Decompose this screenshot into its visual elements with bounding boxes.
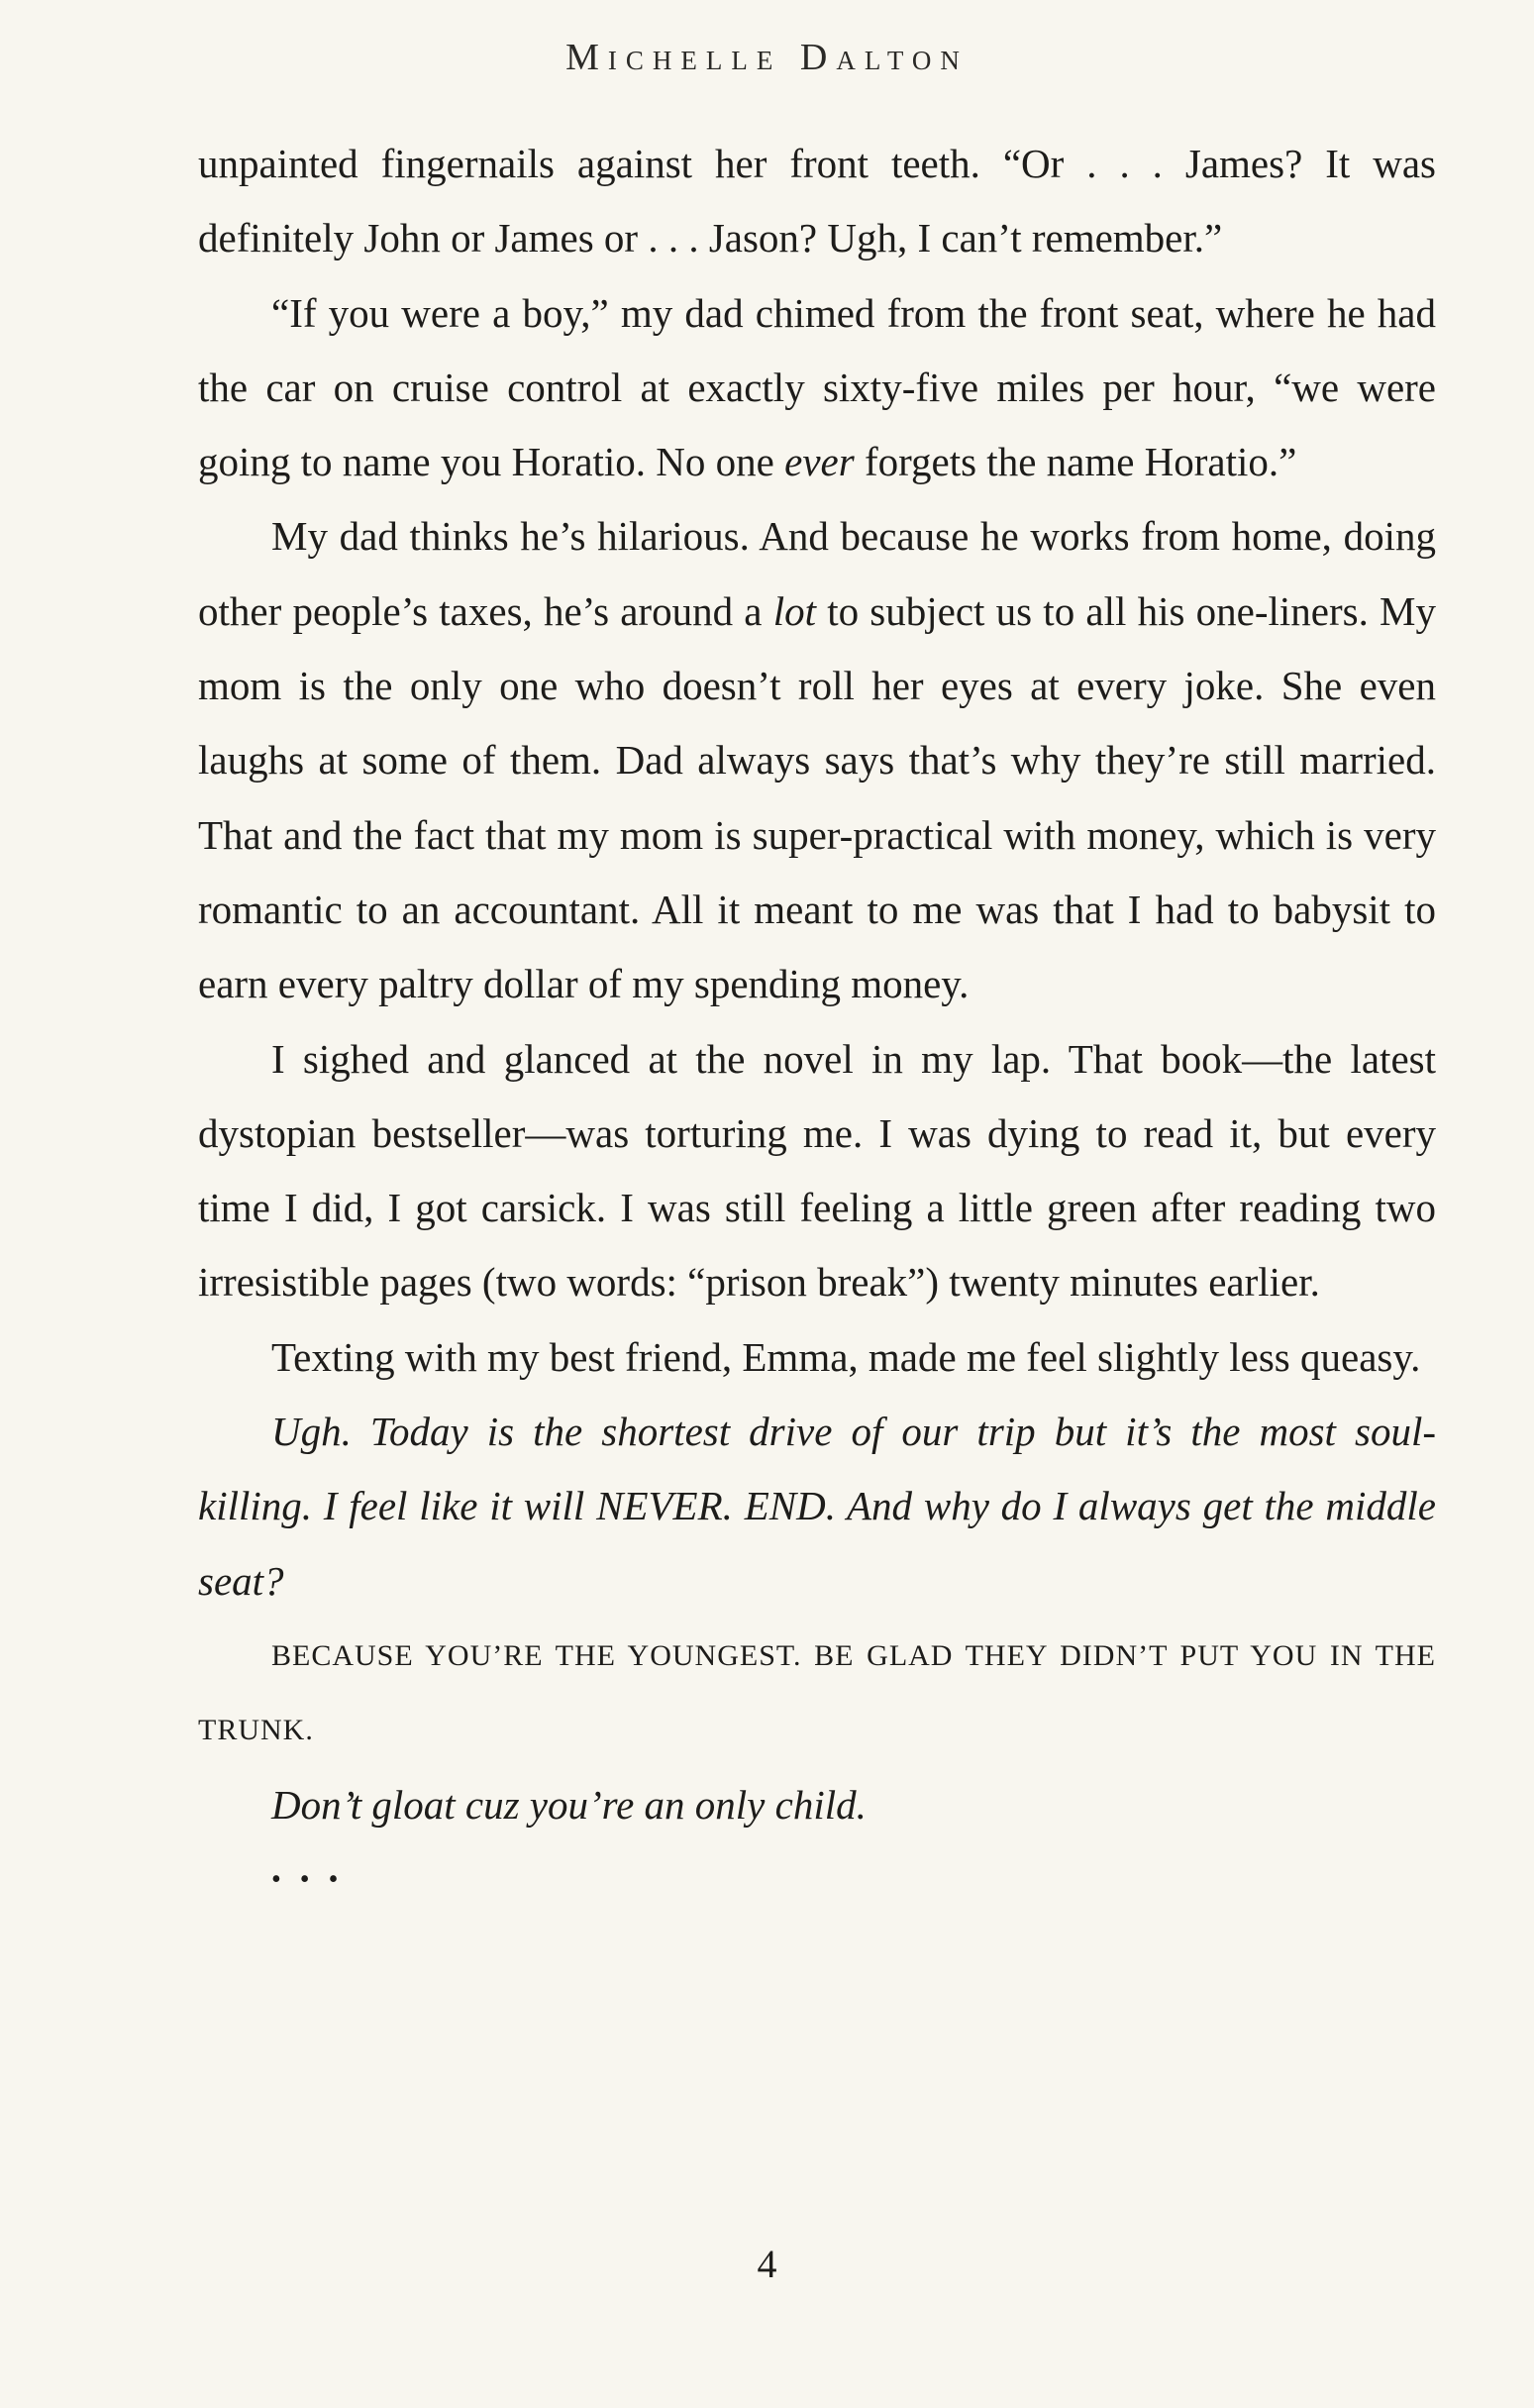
- text-reply-1: BECAUSE YOU’RE THE YOUNGEST. BE GLAD THEY DIDN’T PUT YOU IN THE TRUNK.: [198, 1638, 1436, 1747]
- paragraph-3-emphasis: lot: [772, 587, 816, 634]
- text-message-2: Don’t gloat cuz you’re an only child.: [271, 1781, 867, 1828]
- paragraph-1: unpainted fingernails against her front teeth. “Or . . . James? It was definitely John or James or . . . Jason? Ugh, I can’t remember.”: [198, 141, 1436, 262]
- body-text: [198, 127, 1436, 1917]
- paragraph-3: [198, 499, 1436, 1021]
- running-head-author: Michelle Dalton: [565, 37, 969, 78]
- ellipsis-dots: • • •: [271, 1863, 345, 1895]
- paragraph-3-part-b: to subject us to all his one-liners. My mom is the only one who doesn’t roll her eyes at every joke. She even laughs at some of them. Dad always says that’s why they’re still married. That and the fact that my mom is super-practical with money, which is very romantic to an accountant. All it meant to me was that I had to babysit to earn every paltry dollar of my spending money.: [198, 587, 1436, 1007]
- page-number: 4: [757, 2242, 777, 2286]
- paragraph-2-part-b: forgets the name Horatio.”: [854, 439, 1297, 485]
- text-message-1: Ugh. Today is the shortest drive of our trip but it’s the most soul-killing. I feel like it will NEVER. END. And why do I always get the middle seat?: [198, 1409, 1436, 1604]
- paragraph-2-emphasis: ever: [784, 439, 855, 485]
- paragraph-2: [198, 276, 1436, 500]
- paragraph-4: I sighed and glanced at the novel in my lap. That book—the latest dystopian bestseller—was torturing me. I was dying to read it, but every time I did, I got carsick. I was still feeling a little green after reading two irresistible pages (two words: “prison break”) twenty minutes earlier.: [198, 1035, 1436, 1306]
- paragraph-5: Texting with my best friend, Emma, made me feel slightly less queasy.: [271, 1333, 1421, 1380]
- paragraph-2-part-a: “If you were a boy,” my dad chimed from the front seat, where he had the car on cruise control at exactly sixty-five miles per hour, “we were going to name you Horatio. No one: [198, 289, 1436, 485]
- paragraph-3-part-a: My dad thinks he’s hilarious. And because he works from home, doing other people’s taxes, he’s around a: [198, 513, 1436, 634]
